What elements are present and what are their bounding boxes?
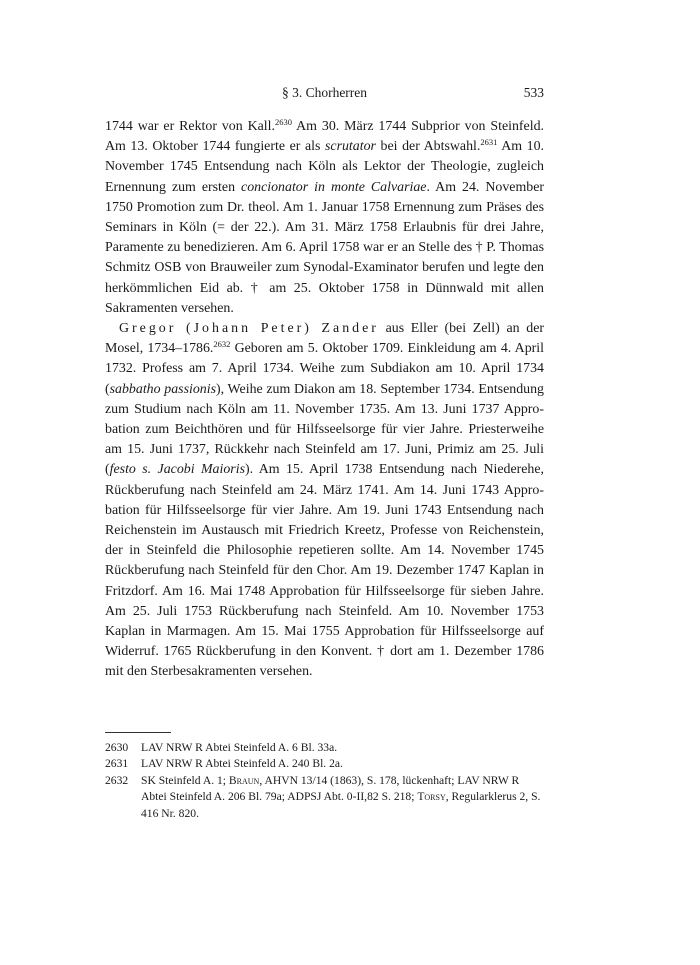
text-run: Am 30. März 1744 Subprior von Steinfeld. Am 13. Oktober 1744 fungierte er als [105, 119, 544, 155]
footnote-separator [105, 732, 171, 733]
footnotes [105, 740, 544, 822]
footnote-text: LAV NRW R Abtei Steinfeld A. 240 Bl. 2a. [141, 757, 343, 771]
footnote-ref-2632[interactable]: 2632 [213, 339, 231, 350]
author-name: Torsy [417, 790, 446, 804]
person-name: Gregor (Johann Peter) Zander [119, 321, 379, 337]
running-head [105, 84, 544, 102]
text-run: , AHVN 13/14 (1863), S. 178, lückenhaft; LAV NRW R Abtei Steinfeld A. 206 Bl. 79a; ADPSJ Abt. 0-II,82 S. 218; [141, 773, 520, 804]
text-run: Geboren am 5. Oktober 1709. Einkleidung am 4. April 1732. Profess am 7. April 1734. Weihe zum Subdiakon am 10. April 1734 ( [105, 341, 544, 397]
footnote-ref-2631[interactable]: 2631 [480, 137, 498, 148]
paragraph-2 [105, 319, 544, 683]
footnote-text [141, 773, 544, 822]
latin-term: sabbatho passionis [109, 381, 216, 397]
paragraph-1 [105, 117, 544, 319]
text-run: ), Weihe zum Diakon am 18. September 1734. Entsendung zum Studium nach Köln am 11. November 1735. Am 13. Juni 1737 Approbation zum Beichthören und für Hilfsseelsorge für vier Jahre. Priesterweihe am 15. Juni 1737, Rückkehr nach Steinfeld am 17. Juni, Primiz am 25. Juli ( [105, 381, 544, 478]
page-number: 533 [523, 85, 544, 100]
text-run: SK Steinfeld A. 1; [141, 773, 229, 787]
main-text [105, 117, 544, 683]
footnote-text: LAV NRW R Abtei Steinfeld A. 6 Bl. 33a. [141, 741, 338, 754]
text-run: . Am 24. November 1750 Promotion zum Dr. theol. Am 1. Januar 1758 Ernennung zum Präses des Seminars in Köln (= der 22.). Am 31. März 1758 Erlaubnis für drei Jahre, Paramente zu benedizieren. Am 6. April 1758 war er an Stelle des † P. Thomas Schmitz OSB von Brauweiler zum Synodal-Examinator berufen und legte den herkömmlichen Eid ab. † am 25. Oktober 1758 in Dünnwald mit allen Sakramenten versehen. [105, 179, 544, 316]
footnote-number: 2630 [105, 741, 129, 754]
latin-term: festo s. Jacobi Maioris [109, 462, 245, 478]
text-run: aus Eller (bei Zell) an der Mosel, 1734–1786. [105, 321, 544, 357]
text-run: 1744 war er Rektor von Kall. [105, 119, 275, 134]
footnote-2630 [105, 740, 544, 756]
footnote-number: 2631 [105, 757, 129, 771]
text-run: , Regularklerus 2, S. 416 Nr. 820. [141, 790, 541, 820]
text-run: ). Am 15. April 1738 Entsendung nach Niederehe, Rückberufung nach Steinfeld am 24. März 1741. Am 14. Juni 1743 Approbation für Hilfsseelsorge für vier Jahre. Am 19. Juni 1743 Entsendung nach Reichenstein im Austausch mit Friedrich Kreetz, Professe von Reichenstein, der in Steinfeld die Philosophie repetieren sollte. Am 14. November 1745 Rückberufung nach Steinfeld für den Chor. Am 19. Dezember 1747 Kaplan in Fritzdorf. Am 16. Mai 1748 Approbation für Hilfsseelsorge für sieben Jahre. Am 25. Juli 1753 Rückberufung nach Steinfeld. Am 10. November 1753 Kaplan in Marmagen. Am 15. Mai 1755 Approbation für Hilfsseelsorge auf Widerruf. 1765 Rückberufung in den Konvent. † dort am 1. Dezember 1786 mit den Sterbesakramenten versehen. [105, 462, 544, 680]
section-title: § 3. Chorherren [281, 85, 368, 100]
latin-term: concionator in monte Calvariae [241, 179, 427, 195]
text-run: Am 10. November 1745 Entsendung nach Köln als Lektor der Theologie, zugleich Ernennung zum ersten [105, 139, 544, 195]
footnote-number: 2632 [105, 773, 129, 787]
latin-term: scrutator [325, 139, 376, 155]
author-name: Braun [228, 773, 260, 787]
footnote-ref-2630[interactable]: 2630 [275, 117, 292, 127]
footnote-2632 [105, 773, 544, 822]
text-run: bei der Abtswahl. [375, 139, 481, 155]
footnote-2631 [105, 756, 544, 772]
